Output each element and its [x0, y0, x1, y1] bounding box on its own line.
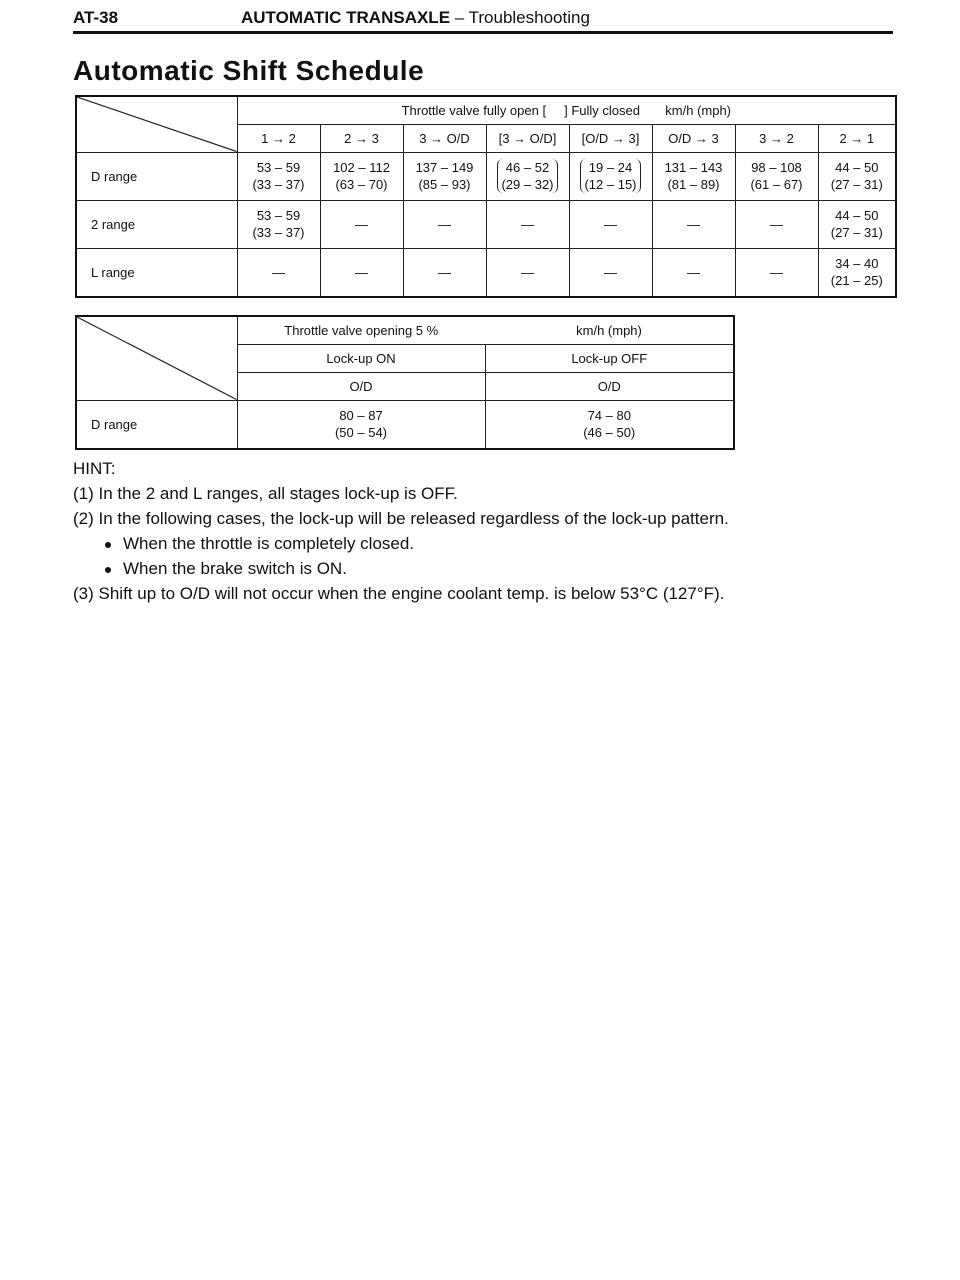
empty-cell: — — [569, 200, 652, 248]
empty-cell: — — [486, 200, 569, 248]
page-header — [73, 6, 893, 32]
table2-caption-left: Throttle valve opening 5 % — [237, 316, 485, 344]
table2-corner — [76, 316, 237, 400]
speed-cell: 137 – 149 (85 – 93) — [403, 152, 486, 200]
table-row-l-range — [76, 248, 896, 297]
speed-cell: 44 – 50 (27 – 31) — [818, 200, 896, 248]
speed-cell: 44 – 50 (27 – 31) — [818, 152, 896, 200]
speed-cell-bracketed: 46 – 52 (29 – 32) — [486, 152, 569, 200]
col-header: [O/D → 3] — [569, 124, 652, 152]
row-label: D range — [76, 152, 237, 200]
speed-cell-bracketed: 19 – 24 (12 – 15) — [569, 152, 652, 200]
header-title — [241, 8, 590, 28]
gear-off-header: O/D — [485, 372, 734, 400]
speed-cell: 34 – 40 (21 – 25) — [818, 248, 896, 297]
col-header: 2 → 3 — [320, 124, 403, 152]
speed-cell: 74 – 80 (46 – 50) — [485, 400, 734, 449]
table-row-2-range — [76, 200, 896, 248]
speed-cell: 53 – 59 (33 – 37) — [237, 152, 320, 200]
section-title: Automatic Shift Schedule — [73, 55, 425, 86]
table-row-d-range — [76, 152, 896, 200]
hint-item-2: (2) In the following cases, the lock-up will be released regardless of the lock-up pattern. — [73, 509, 729, 528]
speed-cell: 80 – 87 (50 – 54) — [237, 400, 485, 449]
row-label: L range — [76, 248, 237, 297]
header-title-bold: AUTOMATIC TRANSAXLE — [241, 8, 451, 27]
lockup-off-header: Lock-up OFF — [485, 344, 734, 372]
hint-section — [73, 457, 893, 605]
diagonal-line — [77, 97, 237, 152]
speed-cell: 102 – 112 (63 – 70) — [320, 152, 403, 200]
row-label: 2 range — [76, 200, 237, 248]
empty-cell: — — [652, 248, 735, 297]
col-header: 3 → O/D — [403, 124, 486, 152]
empty-cell: — — [735, 200, 818, 248]
empty-cell: — — [237, 248, 320, 297]
table-row-d-range — [76, 400, 734, 449]
table1-caption: Throttle valve fully open [ ] Fully closed km/h (mph) — [237, 96, 896, 124]
page-id: AT-38 — [73, 8, 119, 27]
speed-cell: 53 – 59 (33 – 37) — [237, 200, 320, 248]
bullet-icon — [105, 567, 111, 573]
gear-on-header: O/D — [237, 372, 485, 400]
bullet-icon — [105, 542, 111, 548]
diagonal-line — [77, 317, 237, 400]
empty-cell: — — [735, 248, 818, 297]
hint-item-3: (3) Shift up to O/D will not occur when the engine coolant temp. is below 53°C (127°F). — [73, 584, 725, 603]
speed-cell: 98 – 108 (61 – 67) — [735, 152, 818, 200]
lockup-on-header: Lock-up ON — [237, 344, 485, 372]
hint-label: HINT: — [73, 459, 116, 478]
shift-schedule-table — [75, 95, 897, 298]
header-title-rest: – Troubleshooting — [450, 8, 590, 27]
empty-cell: — — [403, 248, 486, 297]
row-label: D range — [76, 400, 237, 449]
empty-cell: — — [403, 200, 486, 248]
hint-bullet-1: When the throttle is completely closed. — [73, 532, 893, 555]
empty-cell: — — [569, 248, 652, 297]
hint-bullet-2: When the brake switch is ON. — [73, 557, 893, 580]
hint-item-1: (1) In the 2 and L ranges, all stages lock-up is OFF. — [73, 484, 458, 503]
empty-cell: — — [652, 200, 735, 248]
col-header: 3 → 2 — [735, 124, 818, 152]
col-header: 1 → 2 — [237, 124, 320, 152]
empty-cell: — — [320, 200, 403, 248]
empty-cell: — — [320, 248, 403, 297]
empty-cell: — — [486, 248, 569, 297]
speed-cell: 131 – 143 (81 – 89) — [652, 152, 735, 200]
col-header: O/D → 3 — [652, 124, 735, 152]
header-rule — [73, 31, 893, 34]
col-header: [3 → O/D] — [486, 124, 569, 152]
table2-caption-right: km/h (mph) — [485, 316, 734, 344]
col-header: 2 → 1 — [818, 124, 896, 152]
lockup-schedule-table — [75, 315, 735, 450]
table1-corner — [76, 96, 237, 152]
